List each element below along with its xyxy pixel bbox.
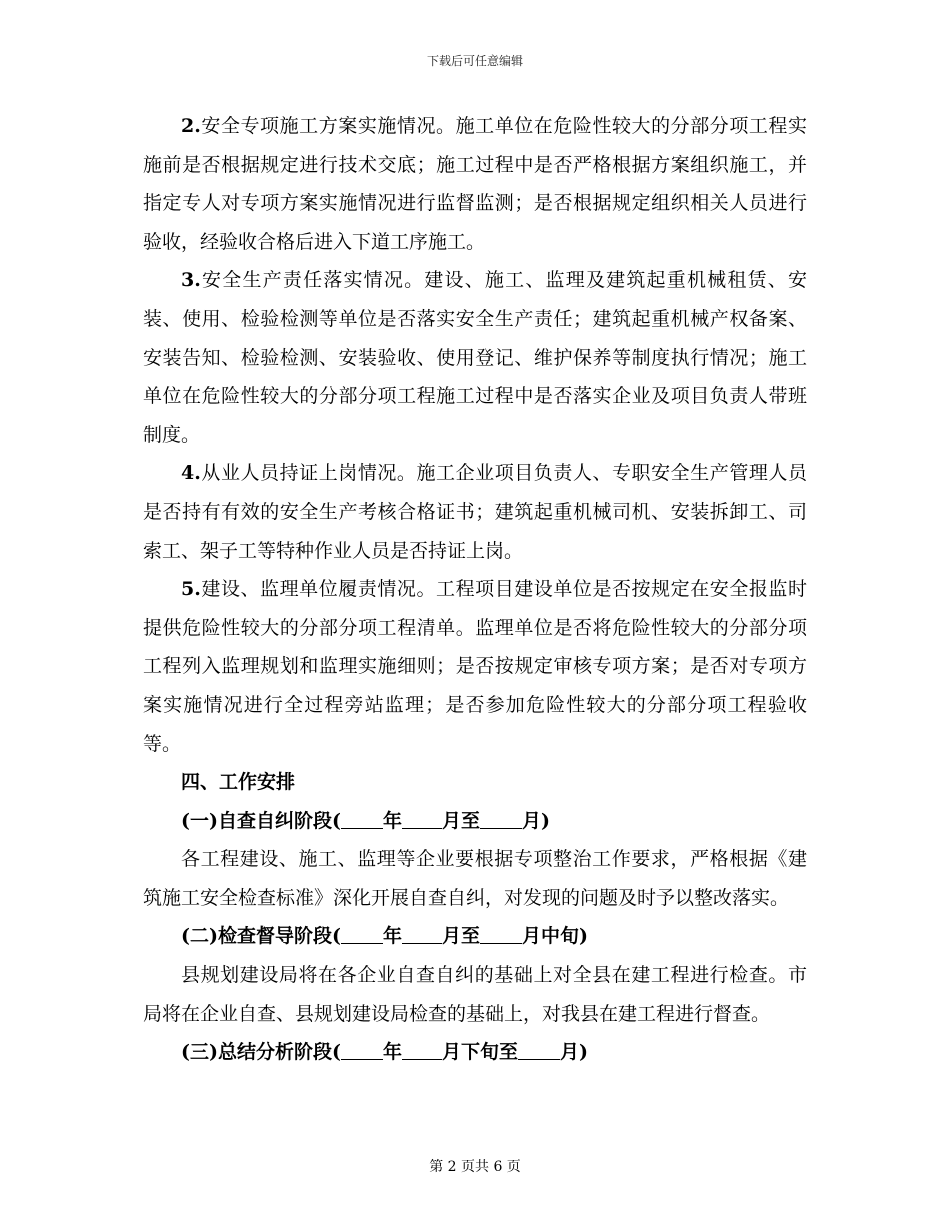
- document-body: [143, 107, 807, 1072]
- page-footer: 第 2 页共 6 页: [429, 1159, 521, 1175]
- month-blank: [402, 809, 442, 829]
- paragraph-item-3: [143, 261, 807, 454]
- end-text: 月): [560, 1041, 589, 1064]
- paragraph-text: 安全专项施工方案实施情况。施工单位在危险性较大的分部分项工程实施前是否根据规定进行技术交底；施工过程中是否严格根据方案组织施工，并指定专人对专项方案实施情况进行监督监测；是否根据规定组织相关人员进行验收，经验收合格后进入下道工序施工。: [143, 115, 807, 253]
- year-text: 年: [382, 1041, 402, 1064]
- item-number: 3.: [181, 269, 201, 292]
- item-number: 2.: [181, 115, 201, 137]
- section-heading-4: 四、工作安排: [181, 771, 296, 794]
- month-blank: [480, 924, 522, 944]
- stage-label: (一)自查自纠阶段(: [181, 809, 341, 832]
- month-text: 月至: [442, 925, 481, 948]
- paragraph-item-4: [143, 454, 807, 570]
- stage-heading-3: [143, 1033, 807, 1072]
- stage-body-2: 县规划建设局将在各企业自查自纠的基础上对全县在建工程进行检查。市局将在企业自查、县规划建设局检查的基础上，对我县在建工程进行督查。: [143, 964, 807, 1025]
- stage-heading-1: [143, 802, 807, 841]
- year-blank: [341, 1040, 383, 1060]
- paragraph-text: 从业人员持证上岗情况。施工企业项目负责人、专职安全生产管理人员是否持有有效的安全生产考核合格证书；建筑起重机械司机、安装拆卸工、司索工、架子工等特种作业人员是否持证上岗。: [143, 462, 807, 562]
- year-text: 年: [382, 809, 402, 832]
- stage-label: (三)总结分析阶段(: [181, 1041, 341, 1064]
- month-text: 月下旬至: [442, 1041, 519, 1064]
- year-text: 年: [382, 925, 402, 948]
- item-number: 4.: [181, 462, 201, 485]
- year-blank: [341, 809, 383, 829]
- paragraph-text: 安全生产责任落实情况。建设、施工、监理及建筑起重机械租赁、安装、使用、检验检测等单位是否落实安全生产责任；建筑起重机械产权备案、安装告知、检验检测、安装验收、使用登记、维护保养等制度执行情况；施工单位在危险性较大的分部分项工程施工过程中是否落实企业及项目负责人带班制度。: [143, 269, 807, 446]
- year-blank: [341, 924, 383, 944]
- month-blank: [402, 924, 442, 944]
- stage-heading-2: [143, 917, 807, 956]
- stage-body-1: 各工程建设、施工、监理等企业要根据专项整治工作要求，严格根据《建筑施工安全检查标准》深化开展自查自纠，对发现的问题及时予以整改落实。: [143, 848, 807, 909]
- paragraph-text: 建设、监理单位履责情况。工程项目建设单位是否按规定在安全报监时提供危险性较大的分部分项工程清单。监理单位是否将危险性较大的分部分项工程列入监理规划和监理实施细则；是否按规定审核专项方案；是否对专项方案实施情况进行全过程旁站监理；是否参加危险性较大的分部分项工程验收等。: [143, 578, 807, 755]
- page-header: 下载后可任意编辑: [426, 54, 523, 68]
- month-text: 月至: [442, 809, 481, 832]
- end-text: 月): [522, 809, 551, 832]
- end-text: 月中旬): [522, 925, 589, 948]
- paragraph-item-2: [143, 107, 807, 261]
- month-blank: [480, 809, 522, 829]
- month-blank: [402, 1040, 442, 1060]
- stage-label: (二)检查督导阶段(: [181, 925, 341, 948]
- paragraph-item-5: [143, 570, 807, 763]
- month-blank: [518, 1040, 560, 1060]
- item-number: 5.: [181, 578, 201, 601]
